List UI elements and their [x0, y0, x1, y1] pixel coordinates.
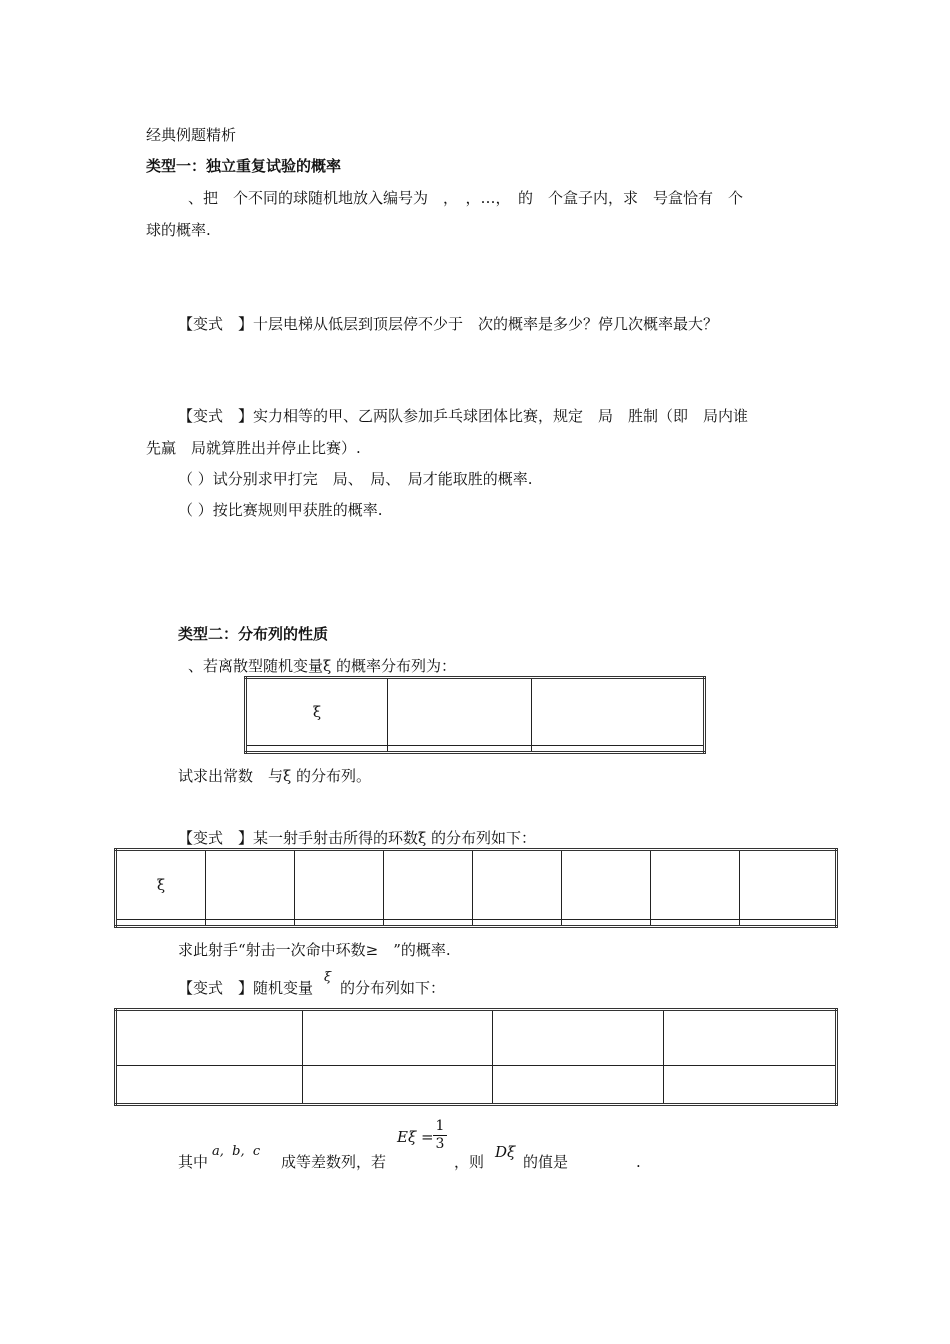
type2-q1-tail: 试求出常数 与ξ 的分布列。 — [178, 767, 372, 785]
final-tail: 的值是 — [523, 1153, 569, 1171]
table-row — [116, 1066, 837, 1105]
table-cell — [473, 920, 562, 927]
final-comma: ，则 — [454, 1153, 485, 1171]
table-cell — [384, 920, 473, 927]
distribution-table-2 — [114, 848, 838, 928]
table-cell: ξ — [116, 850, 206, 920]
table-cell — [206, 850, 295, 920]
table-cell — [562, 920, 651, 927]
type2-q1: 、若离散型随机变量ξ 的概率分布列为： — [188, 657, 457, 675]
xi-symbol: ξ — [324, 970, 332, 985]
table-cell — [651, 920, 740, 927]
table-row — [246, 746, 705, 753]
table-row — [116, 1010, 837, 1066]
table-cell — [532, 678, 705, 746]
table-cell — [473, 850, 562, 920]
table-cell — [664, 1010, 837, 1066]
table-cell — [532, 746, 705, 753]
table-cell — [740, 920, 837, 927]
table-cell — [246, 746, 388, 753]
table-cell — [116, 920, 206, 927]
table-cell — [206, 920, 295, 927]
final-mid: 成等差数列，若 — [281, 1153, 387, 1171]
final-period: . — [636, 1153, 641, 1171]
table-row — [116, 920, 837, 927]
fraction-one-third — [433, 1118, 447, 1153]
type1-variant2-line2: 先赢 局就算胜出并停止比赛）. — [146, 439, 361, 457]
table-cell: ξ — [246, 678, 388, 746]
distribution-table-3 — [114, 1008, 838, 1106]
table-cell — [384, 850, 473, 920]
table-cell — [664, 1066, 837, 1105]
distribution-table-1 — [244, 676, 706, 754]
fraction-numerator: 1 — [435, 1118, 445, 1134]
type1-variant2-sub2: （ ）按比赛规则甲获胜的概率. — [178, 501, 383, 519]
variance-symbol: Dξ — [495, 1143, 516, 1161]
table-cell — [295, 920, 384, 927]
table-cell — [295, 850, 384, 920]
type1-variant2-line1: 【变式 】实力相等的甲、乙两队参加乒乓球团体比赛，规定 局 胜制（即 局内谁 — [178, 407, 749, 425]
table-cell — [651, 850, 740, 920]
table-cell — [740, 850, 837, 920]
type2-heading: 类型二：分布列的性质 — [178, 625, 329, 643]
table-row — [116, 850, 837, 920]
type2-variant2-suffix: 的分布列如下： — [340, 979, 446, 997]
type2-variant2-prefix: 【变式 】随机变量 — [178, 979, 314, 997]
table-cell — [493, 1066, 664, 1105]
table-cell — [303, 1010, 493, 1066]
table-cell — [303, 1066, 493, 1105]
type1-variant2-sub1: （ ）试分别求甲打完 局、 局、 局才能取胜的概率. — [178, 470, 533, 488]
type1-q1-line2: 球的概率. — [146, 221, 211, 239]
fraction-denominator: 3 — [435, 1136, 445, 1152]
table-cell — [388, 678, 532, 746]
type2-variant1-tail: 求此射手“射击一次命中环数≥ ”的概率. — [178, 941, 451, 959]
type1-heading: 类型一：独立重复试验的概率 — [146, 157, 342, 175]
table-cell — [116, 1010, 303, 1066]
table-cell — [562, 850, 651, 920]
table-cell — [388, 746, 532, 753]
type2-variant1: 【变式 】某一射手射击所得的环数ξ 的分布列如下： — [178, 829, 537, 847]
type1-q1-line1: 、把 个不同的球随机地放入编号为 ， ，…， 的 个盒子内，求 号盒恰有 个 — [188, 189, 744, 207]
expectation-lhs: Eξ = — [397, 1128, 434, 1146]
final-lead: 其中 — [178, 1153, 209, 1171]
table-row — [246, 678, 705, 746]
table-cell — [116, 1066, 303, 1105]
section-title: 经典例题精析 — [146, 126, 237, 144]
table-cell — [493, 1010, 664, 1066]
type1-variant1: 【变式 】十层电梯从低层到顶层停不少于 次的概率是多少？停几次概率最大？ — [178, 315, 719, 333]
abc-variables: a, b, c — [212, 1144, 261, 1159]
